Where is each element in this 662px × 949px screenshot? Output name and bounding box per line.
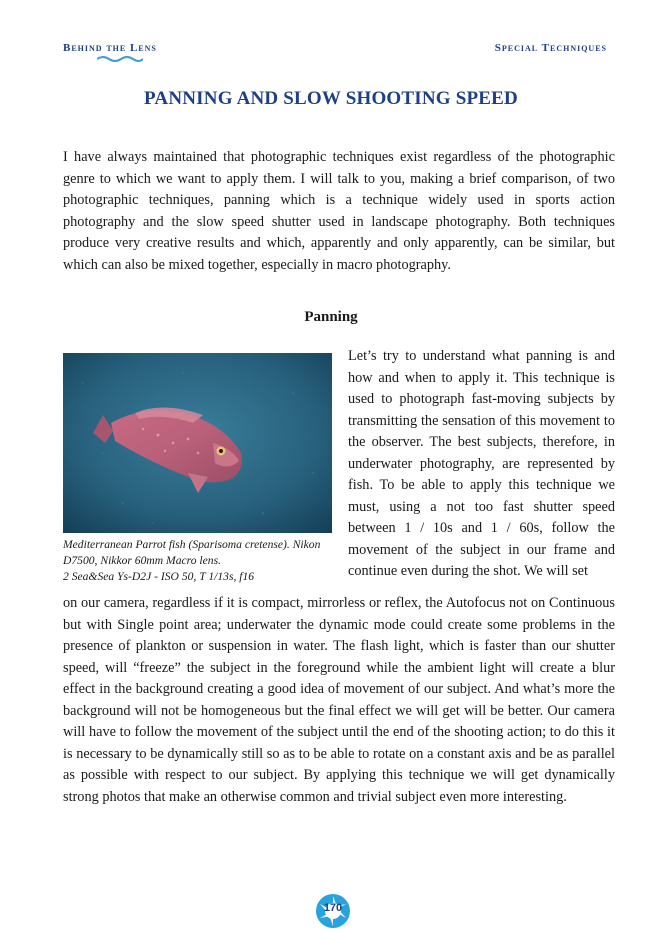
wave-icon [97, 55, 143, 63]
photo-caption [63, 537, 338, 585]
magazine-section-label: Behind the Lens [63, 42, 157, 54]
parrot-fish-photo [63, 353, 332, 533]
body-paragraph: on our camera, regardless if it is compact, mirrorless or reflex, the Autofocus not on Continuous but with Single point area; underwater the dynamic mode could create some problems in the presence of plankton or suspension in water. The flash light, which is faster than our shutter speed, will “freeze” the subject in the foreground while the ambient light will create a blur effect in the background creating a good idea of movement of our subject. And what’s more the background will not be homogeneous but the final effect we will get will be better. Our camera will have to follow the movement of the subject until the end of the shooting action; to do this it is necessary to be dynamically still so as to be able to rotate on a constant axis and be as parallel as possible with respect to our subject. By applying this technique we will get dynamically strong photos that make an otherwise common and trivial subject even more interesting. [63, 595, 615, 805]
caption-line-1: Mediterranean Parrot fish (Sparisoma cretense). Nikon D7500, Nikkor 60mm Macro lens. [63, 538, 321, 567]
page-number: 170 [323, 902, 343, 914]
caption-line-2: 2 Sea&Sea Ys-D2J - ISO 50, T 1/13s, f16 [63, 570, 255, 583]
article-title: PANNING AND SLOW SHOOTING SPEED [144, 88, 518, 109]
section-heading: Panning [304, 309, 358, 325]
section-category-label: Special Techniques [494, 42, 607, 54]
intro-paragraph: I have always maintained that photographic techniques exist regardless of the photographic genre to which we want to apply them. I will talk to you, making a brief comparison, of two photographic techniques, panning which is a technique widely used in sports action photography and the slow speed shutter used in landscape photography. Both techniques produce very creative results and which, apparently and only apparently, can be similar, but which can also be mixed together, especially in macro photography. [63, 149, 615, 273]
side-paragraph: Let’s try to understand what panning is and how and when to apply it. This technique is used to photograph fast-moving subjects by transmitting the sensation of this movement to the observer. The best subjects, therefore, in underwater photography, are represented by fish. To be able to apply this technique we must, using a not too fast shutter speed between 1 / 10s and 1 / 60s, follow the movement of the subject in our frame and continue even during the shot. We will set [348, 348, 615, 579]
